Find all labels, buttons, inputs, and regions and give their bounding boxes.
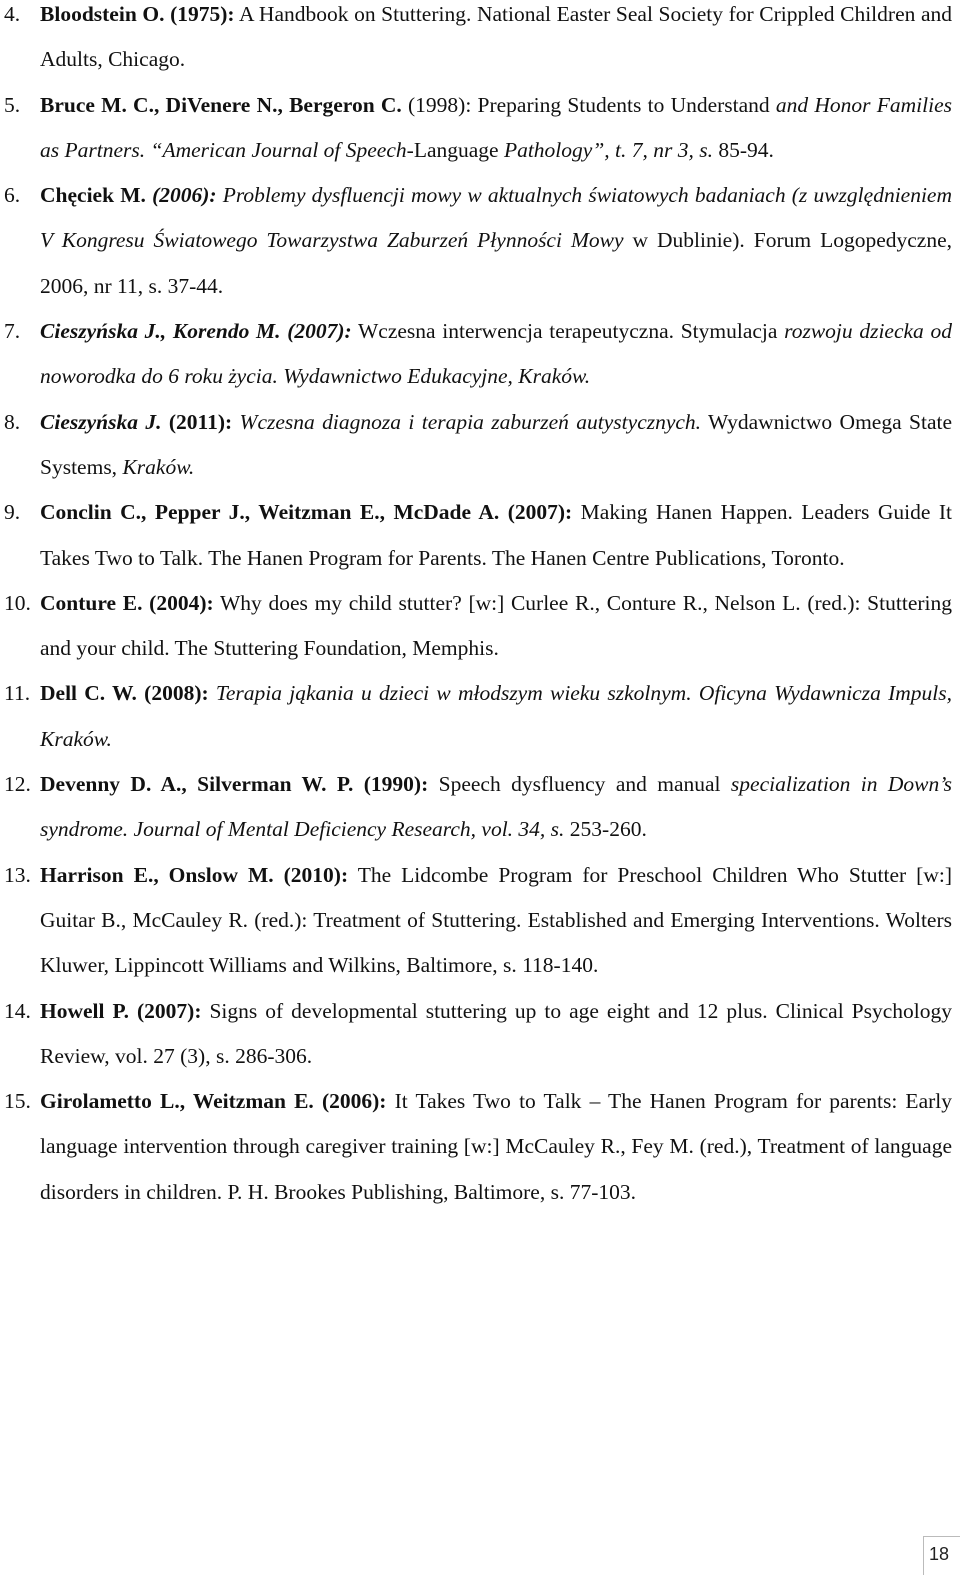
reference-text-segment: Harrison E., Onslow M. (2010): <box>40 862 349 887</box>
reference-item <box>0 1079 952 1215</box>
reference-number: 6. <box>4 183 21 208</box>
reference-text-segment: Problemy dysfluencji mowy w aktualnych światowych badaniach (z uwzględnieniem V Kongresu Światowego Towarzystwa Zaburzeń Płynności Mowy <box>40 183 952 253</box>
reference-number: 11. <box>4 681 31 706</box>
reference-text-segment: Chęciek M. <box>40 183 146 208</box>
reference-text-segment: Bloodstein O. (1975): <box>40 2 235 26</box>
reference-text-segment: Terapia jąkania u dzieci w młodszym wieku szkolnym. Oficyna <box>208 681 767 706</box>
reference-text-segment: The Lidcombe Program for Preschool Children Who Stutter [w:] Guitar B., McCauley R. (red.): Treatment of Stuttering. Established and Emerging Interventions. Wolters Kluwer, Lippincott Williams and Wilkins, Baltimore, s. 118-140. <box>40 862 952 978</box>
reference-text-segment: Devenny D. A., Silverman W. P. (1990): <box>40 772 429 797</box>
reference-text-segment: Cieszyńska J., Korendo M. (2007): <box>40 319 352 344</box>
reference-text-segment: Speech dysfluency and manual <box>428 772 731 797</box>
reference-text-segment: specialization in Down’s syndrome. Journal of Mental Deficiency Research, vol. 34, s. <box>40 772 952 842</box>
reference-item <box>0 671 952 762</box>
reference-text-segment: Girolametto L., Weitzman E. (2006): <box>40 1089 387 1114</box>
reference-text-segment: Wydawnicza Impuls, Kraków. <box>40 681 952 751</box>
reference-text-segment: Making Hanen Happen. Leaders Guide It Takes Two to Talk. The Hanen Program for Parents. The Hanen Centre Publications, Toronto. <box>40 500 952 570</box>
reference-item <box>0 400 952 491</box>
reference-text-segment: Pathology”, t. 7, nr 3, s. <box>503 137 713 162</box>
reference-text-segment: Cieszyńska J. <box>40 409 162 434</box>
reference-item <box>0 853 952 989</box>
reference-item <box>0 581 952 672</box>
reference-text-segment: Wczesna diagnoza i terapia zaburzeń autystycznych. <box>232 409 702 434</box>
reference-number: 15. <box>4 1089 31 1114</box>
page-number: 18 <box>928 1544 949 1564</box>
reference-text-segment: 253-260. <box>564 817 647 842</box>
reference-text-segment: A Handbook on Stuttering. National Easter Seal Society for Crippled Children and Adults, Chicago. <box>40 2 953 72</box>
reference-text-segment: (1998): Preparing Students to Understand <box>401 92 776 117</box>
reference-item <box>0 989 952 1080</box>
reference-text-segment: 85-94. <box>713 137 774 162</box>
reference-text-segment: and Honor Families as Partners. “American Journal of Speech <box>40 92 953 162</box>
reference-text-segment: Conture E. (2004): <box>40 590 214 615</box>
reference-text-segment: Signs of developmental stuttering up to age eight and 12 plus. Clinical Psychology Review, vol. 27 (3), s. 286-306. <box>40 998 952 1068</box>
reference-item <box>0 0 952 83</box>
reference-text-segment: -Language <box>406 137 504 162</box>
reference-number: 14. <box>4 998 31 1023</box>
reference-number: 9. <box>4 500 21 525</box>
reference-text-segment: Kraków. <box>122 454 195 479</box>
reference-number: 10. <box>4 590 31 615</box>
reference-number: 5. <box>4 92 21 117</box>
reference-item <box>0 309 952 400</box>
reference-text-segment: (2011): <box>161 409 233 434</box>
reference-item <box>0 490 952 581</box>
reference-text-segment: w Dublinie). Forum Logopedyczne, 2006, nr 11, s. 37-44. <box>40 228 952 298</box>
reference-text-segment: Wydawnictwo Omega State Systems, <box>40 409 952 479</box>
reference-text-segment: It Takes Two to Talk – The Hanen Program for parents: Early language intervention through caregiver training [w:] McCauley R., Fey M. (red.), Treatment of language disorders in children. P. H. Brookes Publishing, Baltimore, s. 77-103. <box>40 1089 952 1204</box>
reference-number: 4. <box>4 2 21 26</box>
reference-text-segment: Bruce M. C., DiVenere N., Bergeron C. <box>40 92 402 117</box>
reference-text-segment: rozwoju dziecka od noworodka do 6 roku życia. Wydawnictwo Edukacyjne, Kraków. <box>40 319 953 389</box>
reference-text-segment: Dell C. W. (2008): <box>40 681 209 706</box>
reference-text-segment: (2006): <box>152 183 217 208</box>
reference-text-segment: Why does my child stutter? [w:] Curlee R., Conture R., Nelson L. (red.): Stuttering and your child. The Stuttering Foundation, Memphis. <box>40 590 952 661</box>
reference-item <box>0 83 952 174</box>
reference-number: 13. <box>4 862 31 887</box>
reference-item <box>0 762 952 853</box>
reference-number: 8. <box>4 409 21 434</box>
reference-text-segment: Conclin C., Pepper J., Weitzman E., McDade A. (2007): <box>40 500 573 525</box>
reference-number: 12. <box>4 772 31 797</box>
reference-text-segment: Wczesna interwencja terapeutyczna. Stymulacja <box>351 319 785 344</box>
reference-number: 7. <box>4 319 21 344</box>
reference-text-segment: Howell P. (2007): <box>40 998 202 1023</box>
reference-item <box>0 173 952 309</box>
